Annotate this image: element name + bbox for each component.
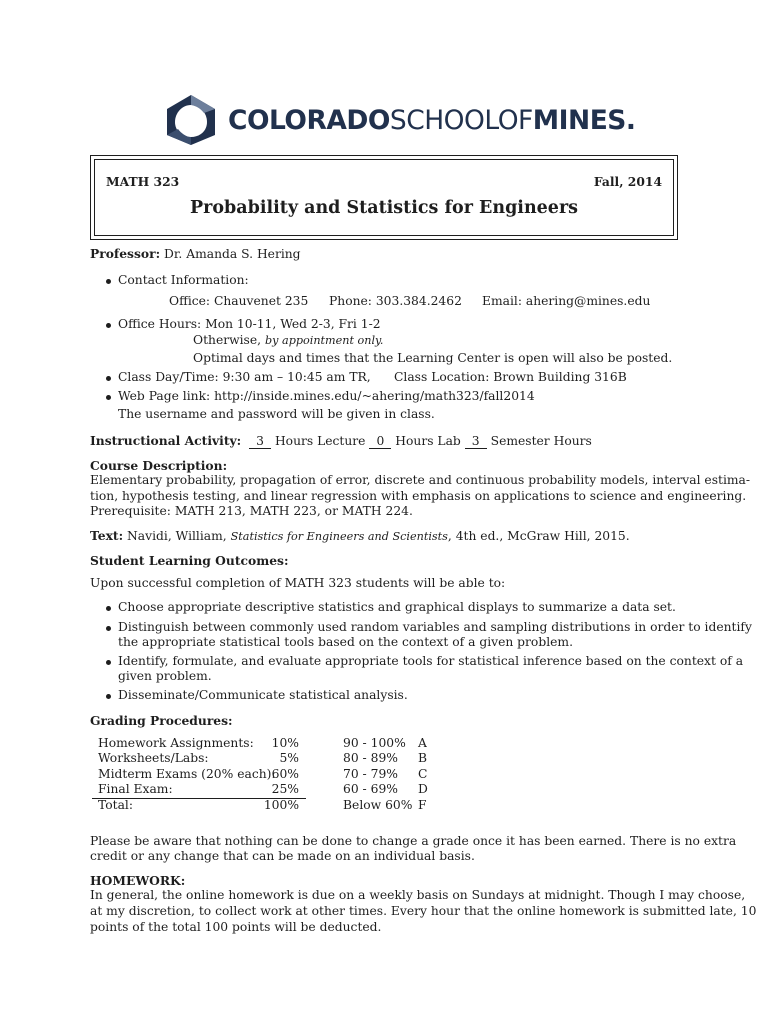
contact-phone: Phone: 303.384.2462 — [329, 294, 462, 308]
outcome-item: Identify, formulate, and evaluate appropriate tools for statistical inference based on the context of a — [118, 654, 744, 668]
text-label: Text: — [90, 528, 124, 543]
instructional-label: Instructional Activity: — [90, 433, 242, 448]
course-title: Probability and Statistics for Engineers — [189, 198, 579, 218]
contact-email: Email: ahering@mines.edu — [482, 294, 651, 308]
term: Fall, 2014 — [593, 174, 662, 189]
grading-scale-grade: D — [418, 782, 428, 796]
grading-component-name: Midterm Exams (20% each): — [98, 767, 276, 781]
outcome-item: Disseminate/Communicate statistical analysis. — [118, 688, 408, 702]
grading-component-name: Homework Assignments: — [98, 736, 254, 750]
grading-scale-range: 90 - 100% — [343, 736, 406, 750]
grading-component-weight: 100% — [263, 798, 299, 812]
lecture-hours: 3 — [249, 435, 271, 449]
logo-text-of: OF — [497, 105, 533, 136]
text-title: Statistics for Engineers and Scientists — [230, 530, 448, 543]
grading-component-weight: 10% — [271, 736, 299, 750]
lab-hours: 0 — [369, 435, 391, 449]
grading-scale-range: Below 60% — [343, 798, 413, 812]
homework-heading: HOMEWORK: — [90, 873, 186, 888]
otherwise-italic: by appointment only. — [264, 334, 384, 347]
grading-scale-grade: B — [418, 751, 428, 765]
grading-scale-range: 60 - 69% — [343, 782, 398, 796]
bullet-icon — [106, 606, 111, 611]
semester-label: Semester Hours — [490, 434, 592, 448]
text-author: Navidi, William, — [127, 529, 227, 543]
learning-center-note: Optimal days and times that the Learning Center is open will also be posted. — [193, 351, 673, 365]
bullet-icon — [106, 376, 111, 381]
lecture-label: Hours Lecture — [274, 434, 366, 448]
grading-scale-grade: C — [418, 767, 428, 781]
bullet-icon — [106, 694, 111, 699]
grading-note-line: Please be aware that nothing can be done to change a grade once it has been earned. There is no extra — [90, 834, 737, 848]
outcome-item-continued: given problem. — [118, 669, 212, 683]
contact-label: Contact Information: — [118, 273, 249, 287]
logo-text-mines: MINES — [532, 105, 626, 136]
mines-logo-icon — [164, 93, 218, 147]
outcome-item: Distinguish between commonly used random variables and sampling distributions in order to identify — [118, 620, 752, 634]
bullet-icon — [106, 279, 111, 284]
grading-component-weight: 60% — [271, 767, 299, 781]
contact-office: Office: Chauvenet 235 — [169, 294, 309, 308]
textbook-line — [90, 528, 630, 544]
grading-component-name: Worksheets/Labs: — [98, 751, 209, 765]
web-page-link[interactable]: Web Page link: http://inside.mines.edu/~ahering/math323/fall2014 — [118, 389, 535, 403]
grading-scale-range: 80 - 89% — [343, 751, 398, 765]
logo-text-colorado: COLORADO — [228, 105, 390, 136]
professor-line — [90, 246, 301, 262]
class-location: Class Location: Brown Building 316B — [394, 370, 627, 384]
outcomes-heading: Student Learning Outcomes: — [90, 553, 289, 568]
bullet-icon — [106, 660, 111, 665]
office-hours: Office Hours: Mon 10-11, Wed 2-3, Fri 1-2 — [118, 317, 381, 331]
homework-line: points of the total 100 points will be deducted. — [90, 920, 382, 934]
grading-note-line: credit or any change that can be made on an individual basis. — [90, 849, 475, 863]
bullet-icon — [106, 395, 111, 400]
grading-heading: Grading Procedures: — [90, 713, 233, 728]
logo-text-school: SCHOOL — [389, 105, 498, 136]
course-description-line: Prerequisite: MATH 213, MATH 223, or MATH 224. — [90, 504, 413, 518]
grading-component-weight: 25% — [271, 782, 299, 796]
homework-line: at my discretion, to collect work at other times. Every hour that the online homework is submitted late, 10 — [90, 904, 757, 918]
homework-line: In general, the online homework is due on a weekly basis on Sundays at midnight. Though I may choose, — [90, 888, 746, 902]
instructional-activity — [90, 433, 592, 449]
lab-label: Hours Lab — [395, 434, 461, 448]
professor-label: Professor: — [90, 246, 161, 261]
grading-component-weight: 5% — [279, 751, 299, 765]
text-rest: , 4th ed., McGraw Hill, 2015. — [447, 529, 630, 543]
outcome-item: Choose appropriate descriptive statistics and graphical displays to summarize a data set. — [118, 600, 676, 614]
course-description-line: Elementary probability, propagation of error, discrete and continuous probability models, interval estima- — [90, 473, 751, 487]
grading-scale-grade: A — [418, 736, 427, 750]
grading-component-name: Final Exam: — [98, 782, 173, 796]
bullet-icon — [106, 626, 111, 631]
course-description-line: tion, hypothesis testing, and linear regression with emphasis on applications to science and engineering. — [90, 489, 747, 503]
professor-name: Dr. Amanda S. Hering — [164, 247, 301, 261]
course-description-heading: Course Description: — [90, 458, 228, 473]
mines-logo-wordmark — [228, 106, 635, 136]
bullet-icon — [106, 323, 111, 328]
class-day-time: Class Day/Time: 9:30 am – 10:45 am TR, — [118, 370, 371, 384]
office-hours-otherwise — [193, 333, 383, 348]
outcome-item-continued: the appropriate statistical tools based on the context of a given problem. — [118, 635, 573, 649]
course-code: MATH 323 — [106, 174, 180, 189]
credentials-note: The username and password will be given in class. — [118, 407, 435, 421]
grading-component-name: Total: — [98, 798, 133, 812]
semester-hours: 3 — [465, 435, 487, 449]
logo-text-dot: . — [625, 105, 636, 136]
grading-scale-range: 70 - 79% — [343, 767, 398, 781]
outcomes-intro: Upon successful completion of MATH 323 students will be able to: — [90, 576, 506, 590]
otherwise-prefix: Otherwise, — [193, 333, 262, 347]
grading-scale-grade: F — [418, 798, 427, 812]
